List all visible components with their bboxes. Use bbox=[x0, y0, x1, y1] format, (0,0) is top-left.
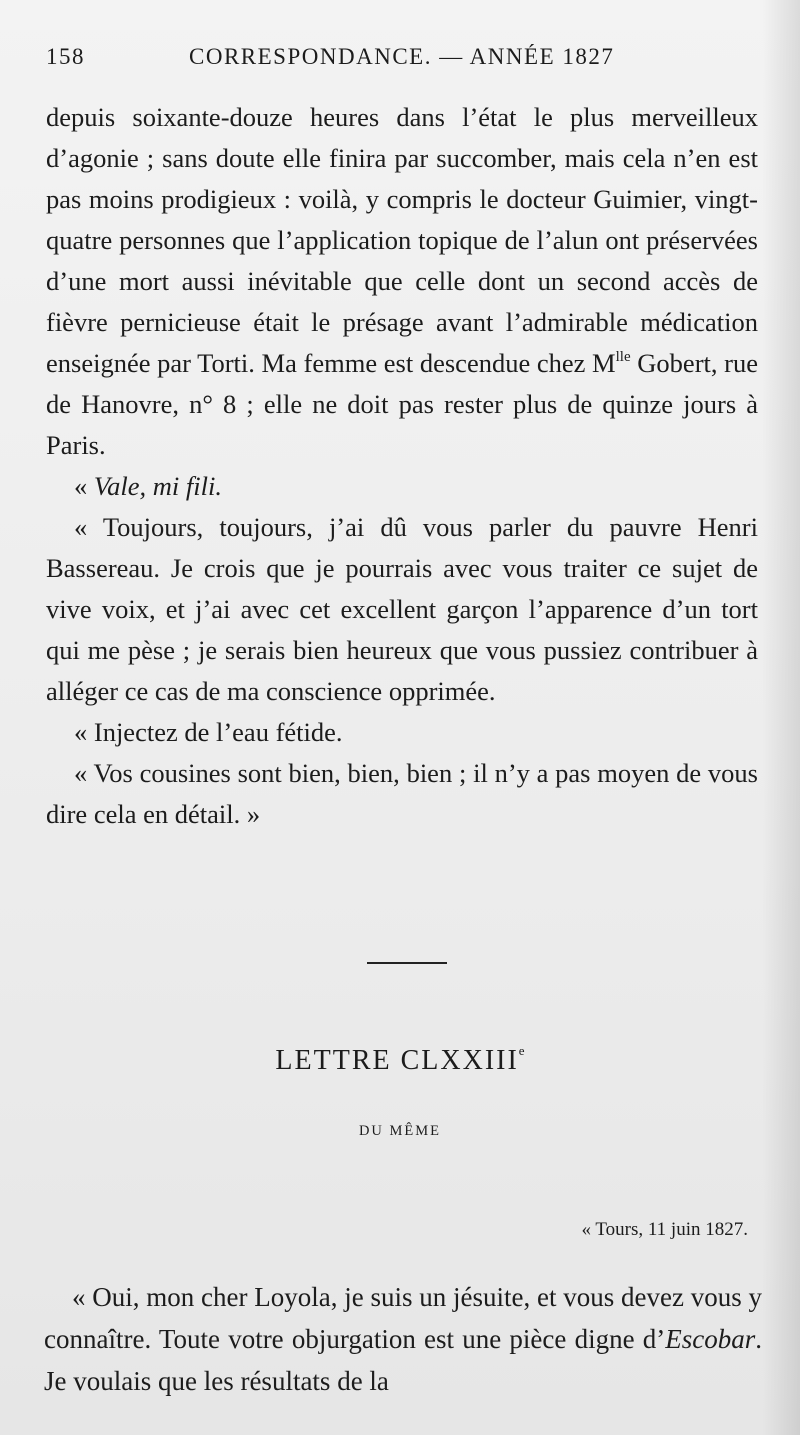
letter-heading: LETTRE CLXXIIIe bbox=[275, 1043, 525, 1076]
body-text-bottom bbox=[44, 1276, 762, 1402]
running-header bbox=[46, 44, 760, 74]
body-text-top bbox=[46, 97, 758, 835]
paragraph-6: « Oui, mon cher Loyola, je suis un jésuite, et vous devez vous y connaître. Toute votre objurgation est une pièce digne d’Escobar. Je voulais que les résultats de la bbox=[44, 1282, 762, 1396]
paragraph-5: « Vos cousines sont bien, bien, bien ; il n’y a pas moyen de vous dire cela en détail. » bbox=[46, 758, 758, 829]
paragraph-3: « Toujours, toujours, j’ai dû vous parler du pauvre Henri Bassereau. Je crois que je pourrais avec vous traiter ce sujet de vive voix, et j’ai avec cet excellent garçon l’apparence d’un tort qui me pèse ; je serais bien heureux que vous pussiez contribuer à alléger ce cas de ma conscience opprimée. bbox=[46, 512, 758, 706]
paragraph-4: « Injectez de l’eau fétide. bbox=[74, 717, 343, 747]
paragraph-1: depuis soixante-douze heures dans l’état le plus merveilleux d’agonie ; sans doute elle finira par succomber, mais cela n’en est pas moins prodigieux : voilà, y compris le docteur Guimier, vingt-quatre personnes que l’application topique de l’alun ont préservées d’une mort aussi inévitable que celle dont un second accès de fièvre pernicieuse était le présage avant l’admirable médication enseignée par Torti. Ma femme est descendue chez $M^{lle}$ Gobert, rue de Hanovre, n° 8 ; elle ne doit pas rester plus de quinze jours à Paris. bbox=[46, 102, 758, 460]
letter-sender: DU MÊME bbox=[358, 1123, 442, 1139]
letter-dateline: « Tours, 11 juin 1827. bbox=[581, 1219, 748, 1240]
paragraph-2: « Vale, mi fili. bbox=[74, 471, 222, 501]
section-divider bbox=[367, 962, 447, 964]
page-number: 158 bbox=[46, 44, 85, 69]
running-title: CORRESPONDANCE. — ANNÉE 1827 bbox=[189, 44, 615, 69]
